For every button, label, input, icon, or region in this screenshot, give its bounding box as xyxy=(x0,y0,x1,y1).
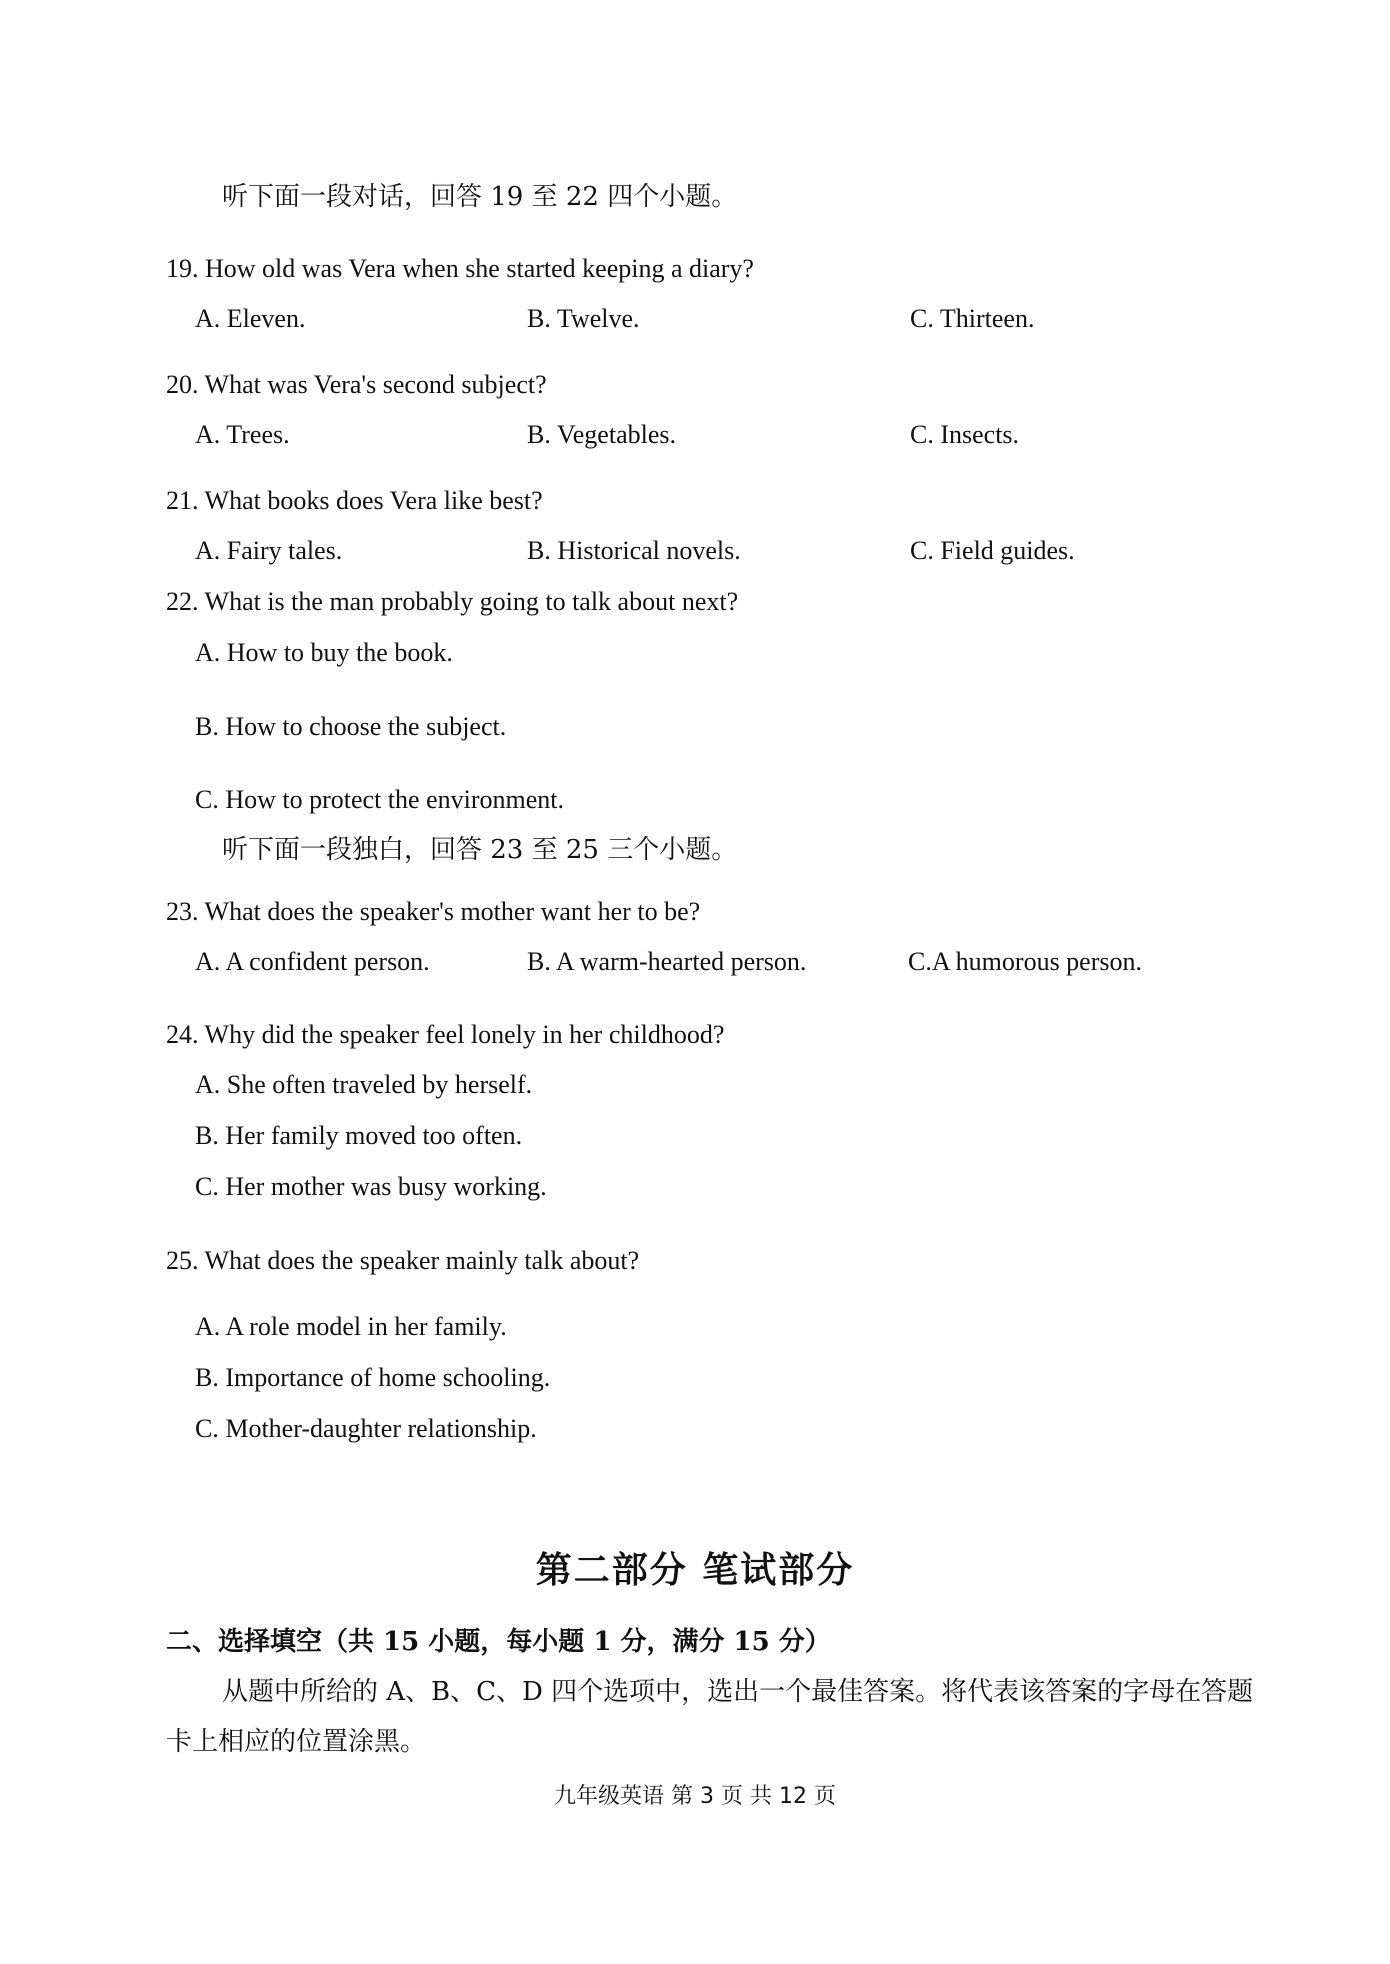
listening-instruction-23-25: 听下面一段独白，回答 23 至 25 三个小题。 xyxy=(222,835,738,865)
question-25-option-c: C. Mother-daughter relationship. xyxy=(195,1414,537,1443)
question-23-option-b: B. A warm-hearted person. xyxy=(527,947,807,976)
question-20: 20. What was Vera's second subject? xyxy=(166,370,547,399)
question-24-option-b: B. Her family moved too often. xyxy=(195,1121,523,1150)
question-23: 23. What does the speaker's mother want her to be? xyxy=(166,897,701,926)
question-22-option-b: B. How to choose the subject. xyxy=(195,712,507,741)
section-instruction: 从题中所给的 A、B、C、D 四个选项中，选出一个最佳答案。将代表该答案的字母在答题卡上相应的位置涂黑。 xyxy=(166,1677,1254,1757)
section-heading: 二、选择填空（共 15 小题，每小题 1 分，满分 15 分） xyxy=(166,1627,831,1657)
question-20-option-a: A. Trees. xyxy=(195,420,290,449)
question-21: 21. What books does Vera like best? xyxy=(166,486,543,515)
question-20-option-c: C. Insects. xyxy=(910,420,1020,449)
question-20-option-b: B. Vegetables. xyxy=(527,420,676,449)
question-21-option-a: A. Fairy tales. xyxy=(195,536,343,565)
question-25: 25. What does the speaker mainly talk about? xyxy=(166,1246,640,1275)
question-22-option-c: C. How to protect the environment. xyxy=(195,785,564,814)
question-24: 24. Why did the speaker feel lonely in her childhood? xyxy=(166,1020,725,1049)
question-25-option-a: A. A role model in her family. xyxy=(195,1312,507,1341)
question-22-option-a: A. How to buy the book. xyxy=(195,638,453,667)
question-19-option-a: A. Eleven. xyxy=(195,304,306,333)
listening-instruction-19-22: 听下面一段对话，回答 19 至 22 四个小题。 xyxy=(222,182,738,212)
question-19-option-c: C. Thirteen. xyxy=(910,304,1035,333)
question-21-option-c: C. Field guides. xyxy=(910,536,1075,565)
question-23-option-c: C.A humorous person. xyxy=(908,947,1142,976)
question-21-option-b: B. Historical novels. xyxy=(527,536,741,565)
question-23-option-a: A. A confident person. xyxy=(195,947,430,976)
part-two-title: 第二部分 笔试部分 xyxy=(535,1549,855,1591)
page-footer: 九年级英语 第 3 页 共 12 页 xyxy=(554,1784,836,1809)
question-19: 19. How old was Vera when she started keeping a diary? xyxy=(166,254,754,283)
question-24-option-a: A. She often traveled by herself. xyxy=(195,1070,533,1099)
question-24-option-c: C. Her mother was busy working. xyxy=(195,1172,547,1201)
question-25-option-b: B. Importance of home schooling. xyxy=(195,1363,551,1392)
question-22: 22. What is the man probably going to talk about next? xyxy=(166,587,739,616)
question-19-option-b: B. Twelve. xyxy=(527,304,640,333)
